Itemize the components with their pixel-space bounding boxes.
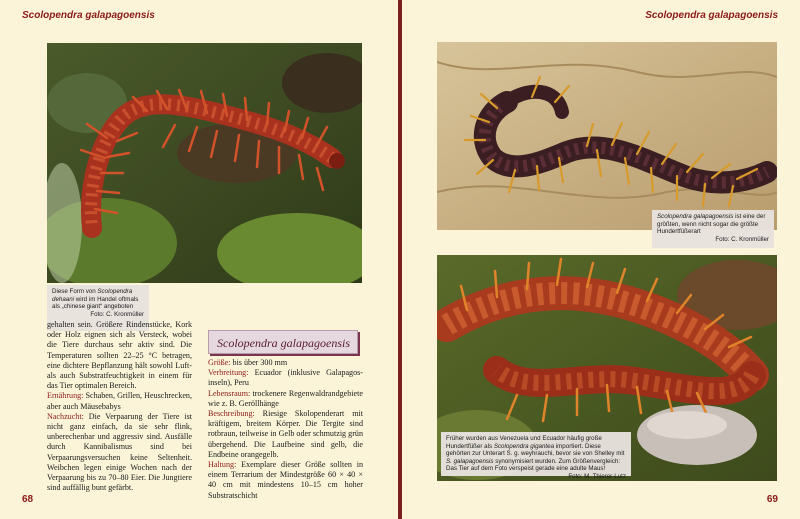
centipede-photo-galapagoensis	[437, 42, 777, 230]
photo-caption-dehaani: Diese Form von Scolopendra dehaani wird im Handel oftmals als „chinese giant“ angeboten Foto: C. Kronmüller	[47, 285, 149, 331]
text-column-1	[47, 320, 192, 493]
text-column-2	[208, 358, 363, 501]
breeding-text: Die Verpaarung der Tiere ist nicht ganz einfach, da sie sehr flink, unberechenbar und aggressiv sind. Ausfälle durch Kannibalismus sind bei Verpaarungsversuchen keine Seltenheit. Weibchen legen einige Wochen nach der Verpaarung bis zu 70–80 Eier. Die Jungtiere sind auffällig bunt gefärbt.	[47, 411, 192, 493]
breeding-label: Nachzucht:	[47, 411, 84, 421]
centipede-photo-dehaani	[47, 43, 362, 283]
species-heading-box: Scolopendra galapagoensis	[208, 330, 358, 354]
right-page	[402, 0, 800, 519]
habitat-label: Lebensraum:	[208, 388, 251, 398]
description-text: Riesige Skolopenderart mit kräftigem, breitem Körper. Die Tergite sind rotbraun, teilweise in Gelb oder schmutzig grün übergehend. Die Laufbeine sind gelb, die Endbeine orangegelb.	[208, 409, 363, 459]
page-number-left: 68	[22, 494, 34, 505]
food-text: Schaben, Grillen, Heuschrecken, aber auch Mäusebabys	[47, 391, 192, 411]
running-head-left: Scolopendra galapagoensis	[22, 10, 155, 21]
range-text: Ecuador (inklusive Galapagos-inseln), Peru	[208, 368, 363, 388]
left-page	[0, 0, 398, 519]
intro-paragraph: gehalten sein. Größere Rindenstücke, Kork oder Holz eignen sich als Versteck, wobei die Tiere durchaus sehr aktiv sind. Die Temperaturen sollten 22–25 °C betragen, eine dichtere Bepflanzung hält sowohl Luft- als auch Substratfeuchtigkeit in einem für das Tier optimalen Bereich.	[47, 320, 192, 391]
keeping-label: Haltung:	[208, 460, 237, 470]
description-label: Beschreibung:	[208, 409, 255, 419]
range-label: Verbreitung:	[208, 368, 249, 378]
page-number-right: 69	[766, 494, 778, 505]
photo-credit: Foto: C. Kronmüller	[715, 235, 769, 243]
running-head-right: Scolopendra galapagoensis	[645, 10, 778, 21]
size-label: Größe:	[208, 358, 231, 367]
photo-credit: Foto: C. Kronmüller	[90, 310, 144, 318]
keeping-text: Exemplare dieser Größe sollten in einem Terrarium der Mindestgröße 60 × 40 × 40 cm mit mindestens 10–15 cm hoher Substratschicht	[208, 460, 363, 500]
habitat-text: trockenere Regenwaldrandgebiete wie z. B. Geröllhänge	[208, 388, 363, 408]
size-text: bis über 300 mm	[232, 358, 288, 367]
photo-caption-galapagoensis: Scolopendra galapagoensis ist eine der größten, wenn nicht sogar die größte Hundertfüßerart Foto: C. Kronmüller	[652, 210, 774, 248]
photo-credit: Foto: M. Thierer-Lutz	[568, 472, 626, 480]
photo-caption-mouse: Früher wurden aus Venezuela und Ecuador häufig große Hundertfüßer als Scolopendra gigantea importiert. Diese gehörten zur Unterart S. g. weyhrauchi, bevor sie von Shelley mit S. galapagoensis synonymisiert wurden. Zum Größenvergleich: Das Tier auf dem Foto verspeist gerade eine adulte Maus! Foto: M. Thierer-Lutz	[441, 432, 631, 476]
food-label: Ernährung:	[47, 391, 84, 401]
